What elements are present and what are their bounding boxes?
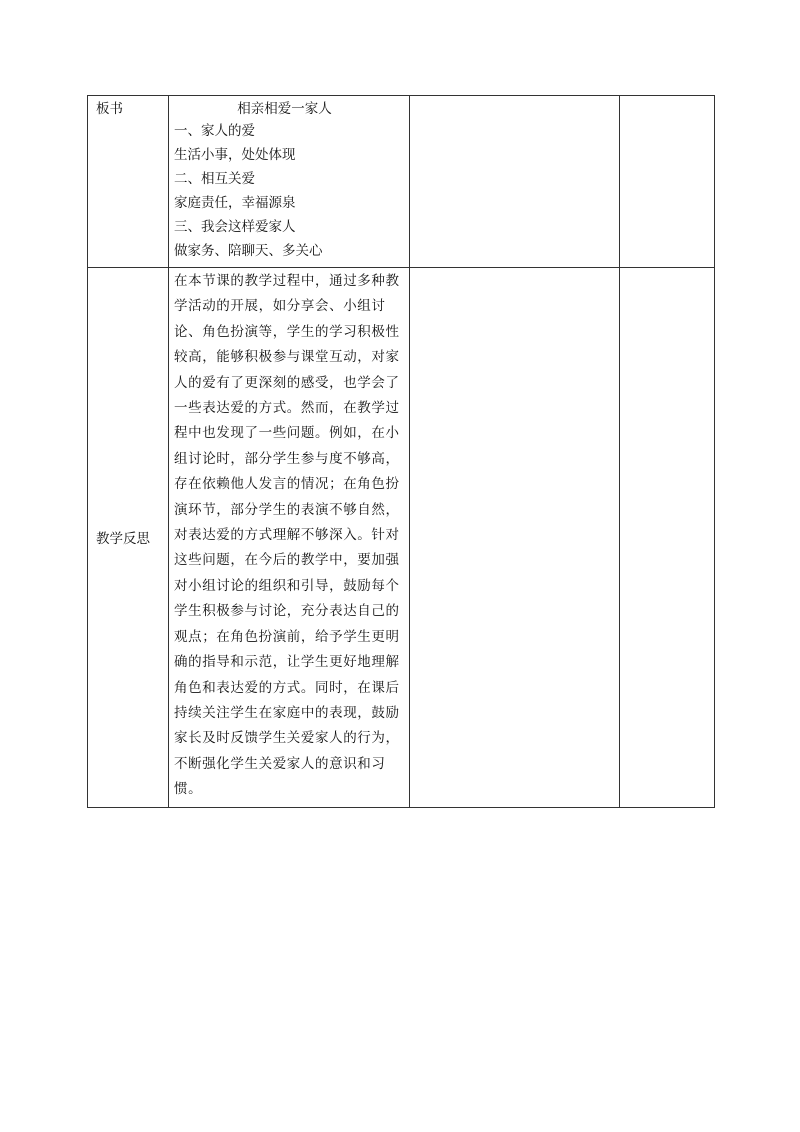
board-label-cell — [88, 96, 169, 268]
board-label: 板书 — [96, 101, 123, 117]
board-line: 二、相互关爱 — [174, 171, 255, 187]
table-row — [88, 96, 715, 268]
table-row — [88, 268, 715, 808]
reflection-text: 在本节课的教学过程中，通过多种教学活动的开展，如分享会、小组讨论、角色扮演等，学生的学习积极性较高，能够积极参与课堂互动，对家人的爱有了更深刻的感受，也学会了一些表达爱的方式。然而，在教学过程中也发现了一些问题。例如，在小组讨论时，部分学生参与度不够高，存在依赖他人发言的情况；在角色扮演环节，部分学生的表演不够自然，对表达爱的方式理解不够深入。针对这些问题，在今后的教学中，要加强对小组讨论的组织和引导，鼓励每个学生积极参与讨论，充分表达自己的观点；在角色扮演前，给予学生更明确的指导和示范，让学生更好地理解角色和表达爱的方式。同时，在课后持续关注学生在家庭中的表现，鼓励家长及时反馈学生关爱家人的行为，不断强化学生关爱家人的意识和习惯。 — [174, 273, 400, 798]
board-line: 生活小事，处处体现 — [174, 147, 296, 163]
empty-cell — [620, 268, 715, 808]
board-content-cell — [169, 96, 410, 268]
empty-cell — [410, 268, 620, 808]
empty-cell — [410, 96, 620, 268]
board-title: 相亲相爱一家人 — [237, 101, 332, 117]
empty-cell — [620, 96, 715, 268]
board-line: 三、我会这样爱家人 — [174, 219, 296, 235]
board-line: 家庭责任，幸福源泉 — [174, 195, 296, 211]
reflection-content-cell — [169, 268, 410, 808]
board-line: 做家务、陪聊天、多关心 — [174, 243, 323, 259]
board-line: 一、家人的爱 — [174, 123, 255, 139]
lesson-plan-table — [87, 95, 715, 808]
reflection-label-cell — [88, 268, 169, 808]
reflection-label: 教学反思 — [96, 531, 150, 548]
